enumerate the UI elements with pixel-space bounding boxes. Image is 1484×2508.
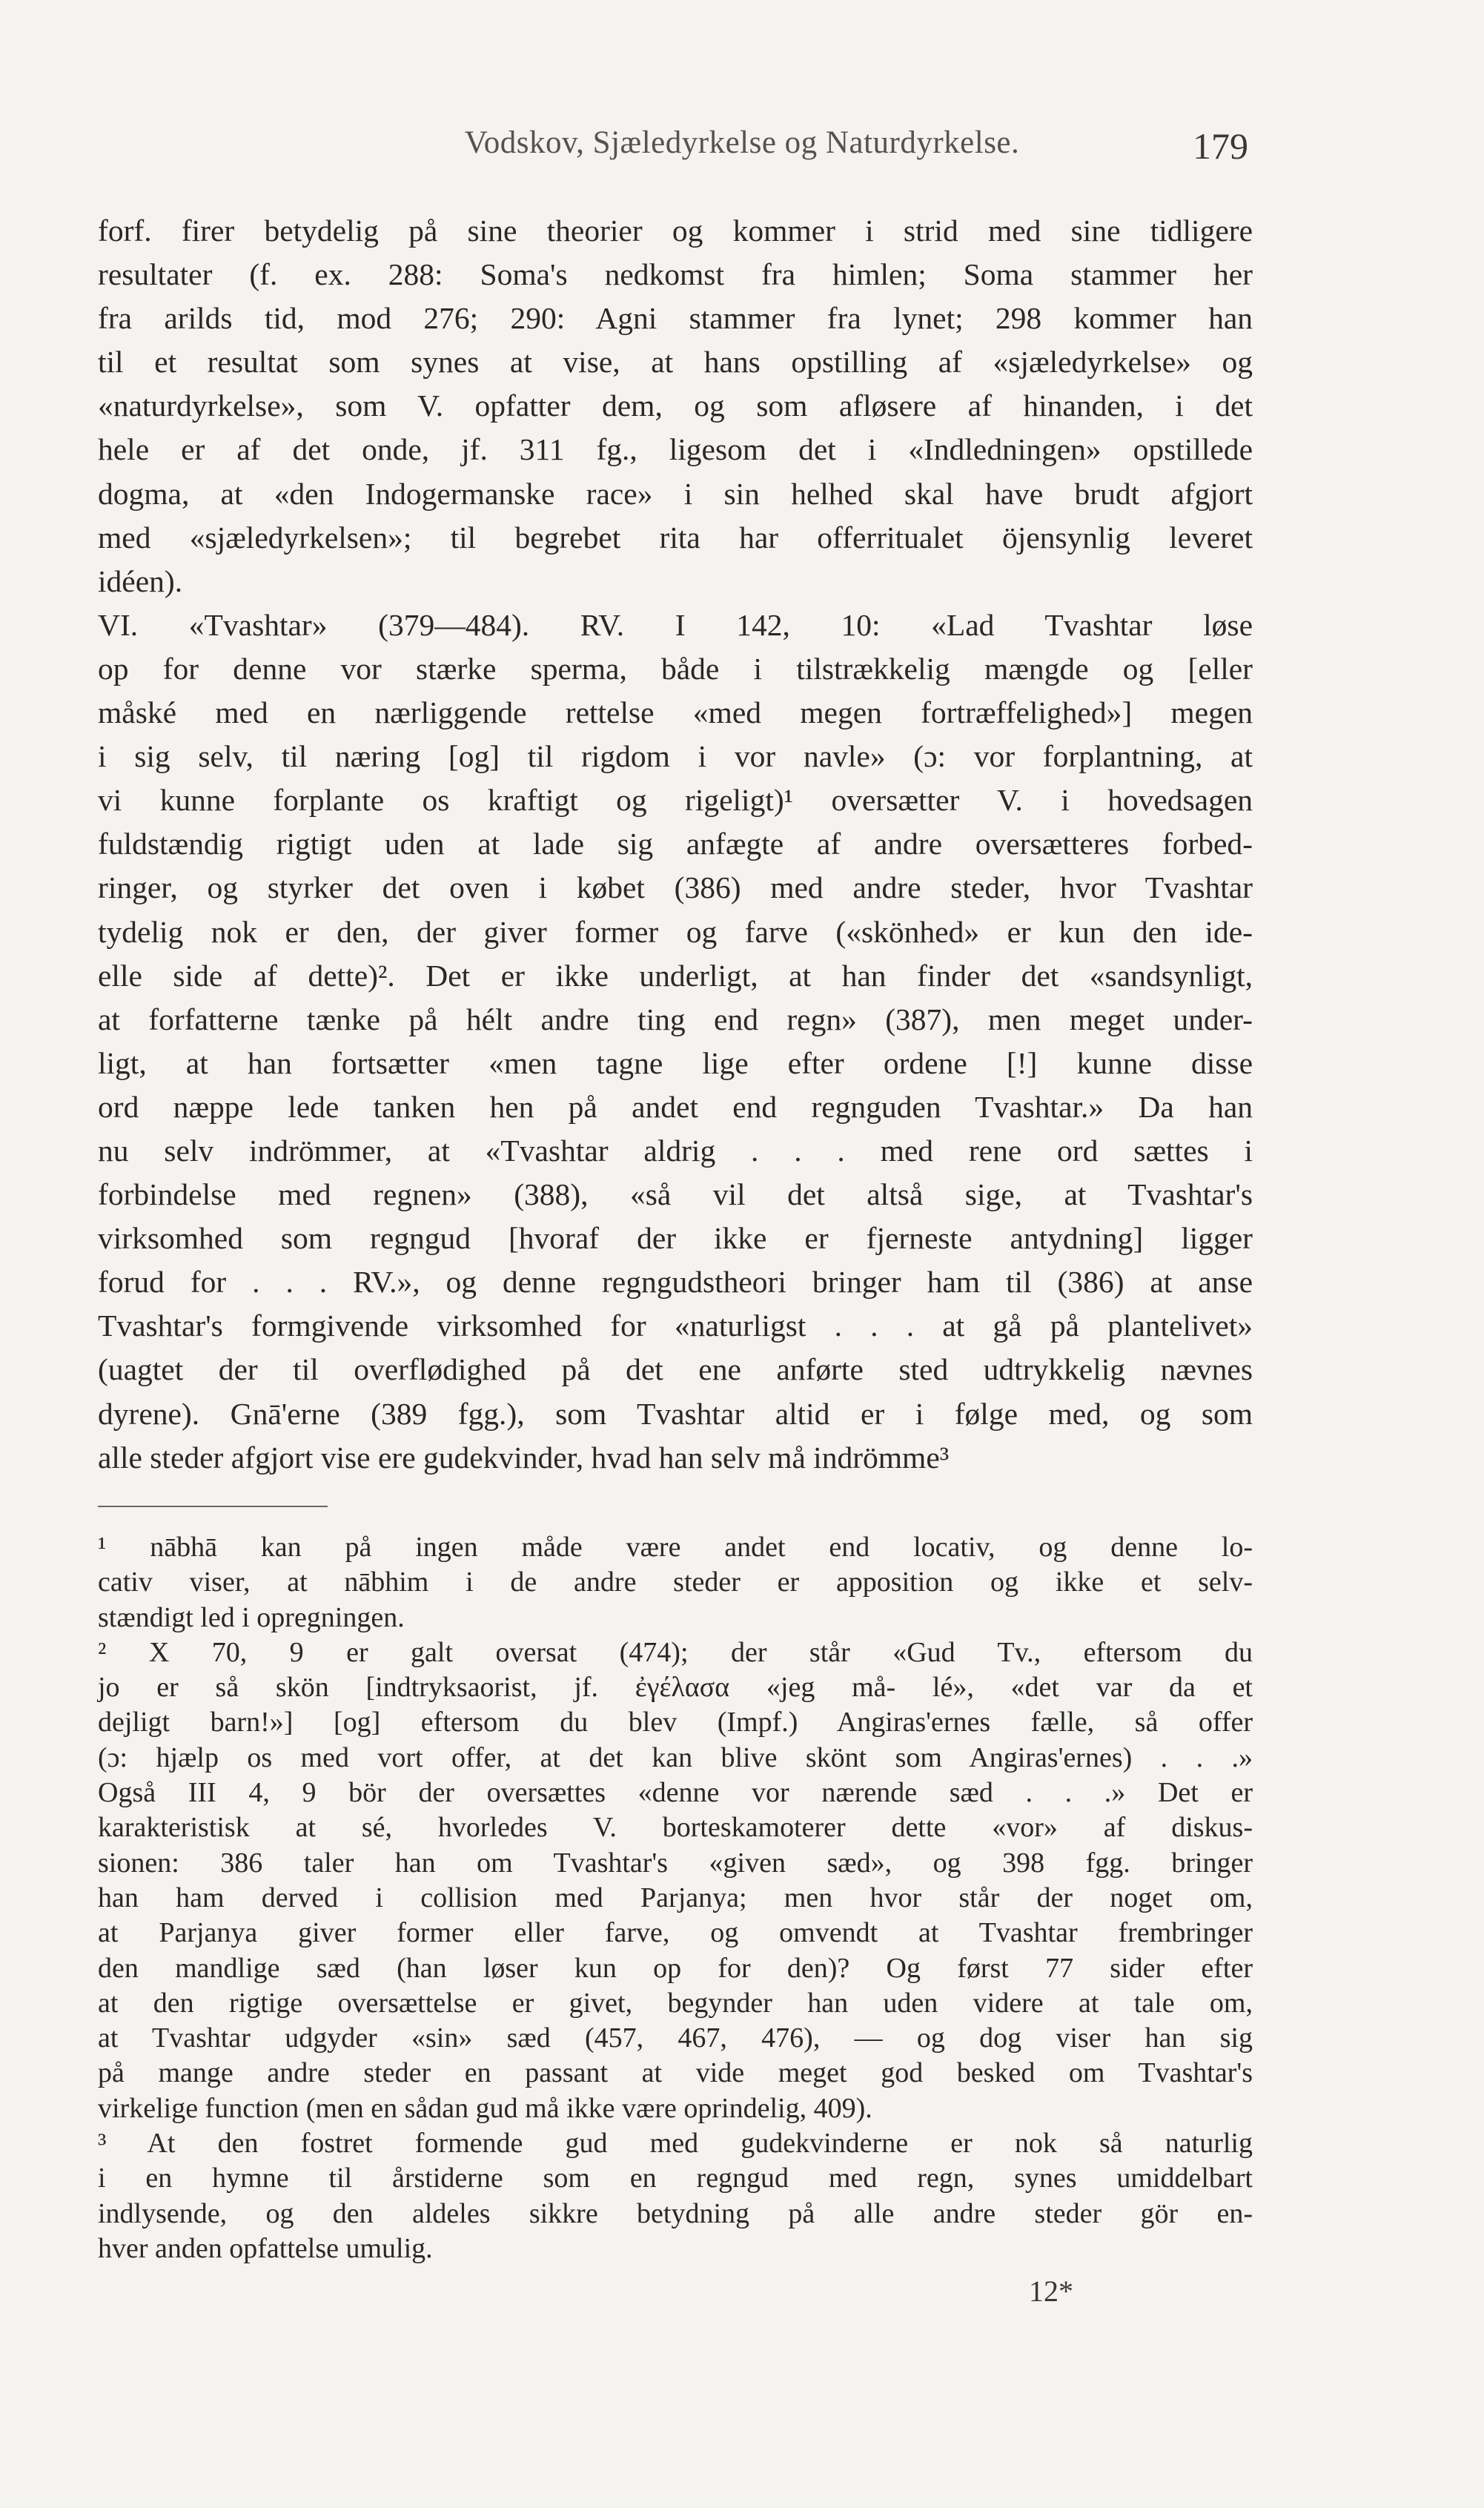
footnote-line: sionen: 386 taler han om Tvashtar's «given sæd», og 398 fgg. bringer bbox=[98, 1847, 1253, 1879]
text-line: måské med en nærliggende rettelse «med megen fortræffelighed»] megen bbox=[98, 695, 1253, 730]
footnote-line: ³ At den fostret formende gud med gudekvinderne er nok så naturlig bbox=[98, 2128, 1253, 2160]
text-line: forf. firer betydelig på sine theorier og kommer i strid med sine tidligere bbox=[98, 214, 1253, 248]
footnote-line: at Tvashtar udgyder «sin» sæd (457, 467, 476), — og dog viser han sig bbox=[98, 2022, 1253, 2054]
footnote-line: på mange andre steder en passant at vide meget god besked om Tvashtar's bbox=[98, 2057, 1253, 2089]
text-line: op for denne vor stærke sperma, både i tilstrækkelig mængde og [eller bbox=[98, 651, 1253, 686]
running-title: Vodskov, Sjæledyrkelse og Naturdyrkelse. bbox=[464, 125, 1020, 160]
footnote-line: Også III 4, 9 bör der oversættes «denne vor nærende sæd . . .» Det er bbox=[98, 1777, 1253, 1809]
footnote-line: hver anden opfattelse umulig. bbox=[98, 2232, 433, 2264]
text-line: virksomhed som regngud [hvoraf der ikke er fjerneste antydning] ligger bbox=[98, 1221, 1253, 1256]
text-line: til et resultat som synes at vise, at hans opstilling af «sjæledyrkelse» og bbox=[98, 345, 1253, 380]
text-line: nu selv indrömmer, at «Tvashtar aldrig . . . med rene ord sættes i bbox=[98, 1133, 1253, 1168]
signature-mark: 12* bbox=[1029, 2274, 1073, 2308]
footnote-line: (ɔ: hjælp os med vort offer, at det kan blive skönt som Angiras'ernes) . . .» bbox=[98, 1741, 1253, 1773]
footnote-line: ² X 70, 9 er galt oversat (474); der står «Gud Tv., eftersom du bbox=[98, 1636, 1253, 1668]
footnote-line: virkelige function (men en sådan gud må ikke være oprindelig, 409). bbox=[98, 2092, 872, 2124]
text-line: elle side af dette)². Det er ikke underligt, at han finder det «sandsynligt, bbox=[98, 958, 1253, 993]
text-line: med «sjæledyrkelsen»; til begrebet rita har offerritualet öjensynlig leveret bbox=[98, 520, 1253, 555]
page-number: 179 bbox=[1193, 125, 1248, 167]
text-line: hele er af det onde, jf. 311 fg., ligesom det i «Indledningen» opstillede bbox=[98, 432, 1253, 467]
text-line: forbindelse med regnen» (388), «så vil det altså sige, at Tvashtar's bbox=[98, 1177, 1253, 1212]
text-line: fra arilds tid, mod 276; 290: Agni stammer fra lynet; 298 kommer han bbox=[98, 301, 1253, 336]
text-line: resultater (f. ex. 288: Soma's nedkomst fra himlen; Soma stammer her bbox=[98, 257, 1253, 292]
footnote-line: han ham derved i collision med Parjanya; men hvor står der noget om, bbox=[98, 1882, 1253, 1913]
text-line: alle steder afgjort vise ere gudekvinder, hvad han selv må indrömme³ bbox=[98, 1440, 950, 1475]
footnote-line: den mandlige sæd (han løser kun op for den)? Og først 77 sider efter bbox=[98, 1952, 1253, 1984]
text-line: idéen). bbox=[98, 563, 183, 598]
text-line: i sig selv, til næring [og] til rigdom i vor navle» (ɔ: vor forplantning, at bbox=[98, 739, 1253, 774]
text-line: VI. «Tvashtar» (379—484). RV. I 142, 10: «Lad Tvashtar løse bbox=[98, 607, 1253, 642]
text-line: dogma, at «den Indogermanske race» i sin helhed skal have brudt afgjort bbox=[98, 476, 1253, 511]
footnote-line: karakteristisk at sé, hvorledes V. borteskamoterer dette «vor» af diskus- bbox=[98, 1812, 1253, 1844]
footnote-line: at Parjanya giver former eller farve, og omvendt at Tvashtar frembringer bbox=[98, 1917, 1253, 1949]
footnote-separator bbox=[98, 1506, 328, 1507]
footnote-line: i en hymne til årstiderne som en regngud med regn, synes umiddelbart bbox=[98, 2163, 1253, 2194]
text-line: at forfatterne tænke på hélt andre ting end regn» (387), men meget under- bbox=[98, 1002, 1253, 1036]
footnote-line: at den rigtige oversættelse er givet, begynder han uden videre at tale om, bbox=[98, 1987, 1253, 2019]
footnote-line: indlysende, og den aldeles sikkre betydning på alle andre steder gör en- bbox=[98, 2197, 1253, 2229]
footnote-line: stændigt led i opregningen. bbox=[98, 1601, 405, 1633]
text-line: tydelig nok er den, der giver former og farve («skönhed» er kun den ide- bbox=[98, 914, 1253, 949]
main-text bbox=[98, 209, 1253, 1480]
page-header bbox=[0, 119, 1484, 178]
footnotes bbox=[98, 1530, 1253, 2266]
footnote-line: dejligt barn!»] [og] eftersom du blev (Impf.) Angiras'ernes fælle, så offer bbox=[98, 1707, 1253, 1738]
text-line: ligt, at han fortsætter «men tagne lige efter ordene [!] kunne disse bbox=[98, 1045, 1253, 1080]
text-line: dyrene). Gnā'erne (389 fgg.), som Tvashtar altid er i følge med, og som bbox=[98, 1396, 1253, 1431]
text-line: (uagtet der til overflødighed på det ene anførte sted udtrykkelig nævnes bbox=[98, 1352, 1253, 1387]
text-line: fuldstændig rigtigt uden at lade sig anfægte af andre oversætteres forbed- bbox=[98, 827, 1253, 861]
text-line: forud for . . . RV.», og denne regngudstheori bringer ham til (386) at anse bbox=[98, 1265, 1253, 1300]
footnote-line: jo er så skön [indtryksaorist, jf. ἐγέλασα «jeg må- lé», «det var da et bbox=[98, 1672, 1253, 1704]
text-line: «naturdyrkelse», som V. opfatter dem, og som afløsere af hinanden, i det bbox=[98, 388, 1253, 423]
footnote-line: ¹ nābhā kan på ingen måde være andet end locativ, og denne lo- bbox=[98, 1532, 1253, 1563]
text-line: ringer, og styrker det oven i købet (386) med andre steder, hvor Tvashtar bbox=[98, 870, 1253, 905]
text-line: Tvashtar's formgivende virksomhed for «naturligst . . . at gå på plantelivet» bbox=[98, 1308, 1253, 1343]
footnote-line: cativ viser, at nābhim i de andre steder er apposition og ikke et selv- bbox=[98, 1566, 1253, 1598]
text-line: ord næppe lede tanken hen på andet end regnguden Tvashtar.» Da han bbox=[98, 1089, 1253, 1124]
text-line: vi kunne forplante os kraftigt og rigeligt)¹ oversætter V. i hovedsagen bbox=[98, 783, 1253, 818]
